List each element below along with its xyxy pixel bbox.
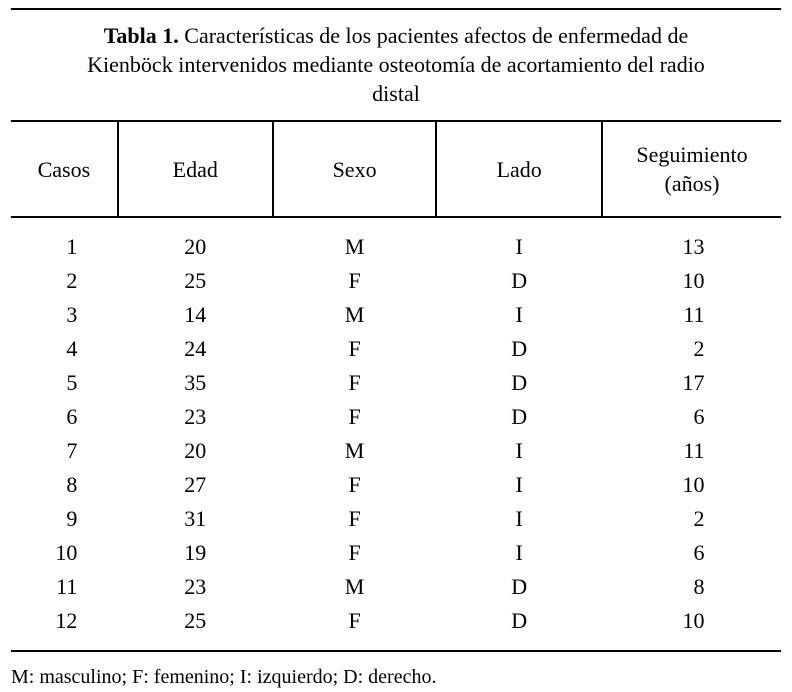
table-row [11, 536, 781, 570]
header-row [11, 121, 781, 217]
table-footnote: M: masculino; F: femenino; I: izquierdo; D: derecho. [11, 666, 437, 688]
cell-edad: 31 [184, 506, 207, 531]
table-header [11, 121, 781, 217]
cell-seguimiento [602, 468, 781, 502]
cell-value: 12 [55, 608, 78, 633]
table-row [11, 217, 781, 264]
table-row [11, 400, 781, 434]
table-number-label: Tabla 1. [103, 23, 179, 48]
cell-value: 2 [66, 268, 78, 293]
column-header-sexo: Sexo [273, 121, 437, 217]
cell-casos [11, 298, 118, 332]
cell-casos [11, 434, 118, 468]
cell-lado: I [515, 438, 523, 463]
patients-table [11, 120, 781, 652]
cell-sexo: F [348, 472, 361, 497]
cell-edad: 27 [184, 472, 207, 497]
cell-lado: I [515, 472, 523, 497]
table-row [11, 604, 781, 651]
cell-value: 6 [693, 404, 705, 429]
cell-lado: D [511, 370, 528, 395]
cell-seguimiento [602, 434, 781, 468]
cell-sexo: F [348, 370, 361, 395]
cell-sexo: F [348, 404, 361, 429]
cell-sexo: F [348, 336, 361, 361]
cell-value: 11 [683, 438, 705, 463]
cell-seguimiento [602, 536, 781, 570]
table-row [11, 332, 781, 366]
table-row [11, 570, 781, 604]
cell-edad: 24 [184, 336, 207, 361]
column-header-seguimiento [602, 121, 781, 217]
cell-value: 7 [66, 438, 78, 463]
cell-casos [11, 400, 118, 434]
cell-value: 9 [66, 506, 78, 531]
cell-sexo: M [344, 574, 365, 599]
table-body [11, 217, 781, 651]
table-title-text [72, 21, 720, 108]
table-row [11, 468, 781, 502]
cell-casos [11, 217, 118, 264]
table-row [11, 434, 781, 468]
cell-seguimiento [602, 264, 781, 298]
cell-edad: 14 [184, 302, 207, 327]
table-row [11, 298, 781, 332]
cell-sexo: F [348, 268, 361, 293]
cell-casos [11, 468, 118, 502]
table-row [11, 264, 781, 298]
cell-value: 2 [693, 506, 705, 531]
cell-value: 10 [682, 472, 705, 497]
cell-edad: 19 [184, 540, 207, 565]
cell-lado: D [436, 604, 602, 651]
cell-casos [11, 604, 118, 651]
column-header-edad: Edad [118, 121, 273, 217]
cell-sexo: F [348, 540, 361, 565]
cell-sexo: F [348, 506, 361, 531]
cell-value: 6 [693, 540, 705, 565]
cell-value: 11 [56, 574, 78, 599]
table-title [11, 8, 781, 120]
table-caption: Características de los pacientes afectos de enfermedad de Kienböck intervenidos mediante osteotomía de acortamiento del radio distal [87, 23, 705, 106]
cell-value: 6 [66, 404, 78, 429]
cell-value: 11 [683, 302, 705, 327]
column-header-lado: Lado [436, 121, 602, 217]
cell-lado: I [515, 302, 523, 327]
cell-value: 2 [693, 336, 705, 361]
cell-value: 3 [66, 302, 78, 327]
cell-sexo: M [344, 234, 365, 259]
table-row [11, 366, 781, 400]
cell-casos [11, 570, 118, 604]
cell-edad: 25 [184, 268, 207, 293]
table-row [11, 502, 781, 536]
cell-casos [11, 264, 118, 298]
column-header-seguimiento-line1: Seguimiento [636, 142, 748, 167]
cell-casos [11, 536, 118, 570]
cell-sexo: F [273, 604, 437, 651]
cell-value: 8 [66, 472, 78, 497]
cell-sexo: M [344, 302, 365, 327]
cell-lado: I [515, 506, 523, 531]
cell-lado: I [515, 234, 523, 259]
cell-value: 4 [66, 336, 78, 361]
cell-seguimiento [602, 298, 781, 332]
cell-edad: 23 [184, 404, 207, 429]
cell-casos [11, 332, 118, 366]
cell-seguimiento [602, 570, 781, 604]
cell-seguimiento [602, 502, 781, 536]
cell-value: 1 [66, 234, 78, 259]
cell-edad: 20 [184, 438, 207, 463]
cell-value: 5 [66, 370, 78, 395]
cell-value: 10 [682, 268, 705, 293]
cell-seguimiento [602, 366, 781, 400]
cell-seguimiento [602, 400, 781, 434]
cell-value: 8 [693, 574, 705, 599]
column-header-casos: Casos [11, 121, 118, 217]
cell-value: 13 [682, 234, 705, 259]
cell-seguimiento [602, 217, 781, 264]
cell-lado: D [511, 574, 528, 599]
cell-edad: 20 [184, 234, 207, 259]
cell-edad: 23 [184, 574, 207, 599]
cell-lado: I [515, 540, 523, 565]
cell-lado: D [511, 336, 528, 361]
cell-lado: D [511, 268, 528, 293]
cell-casos [11, 502, 118, 536]
cell-casos [11, 366, 118, 400]
cell-seguimiento [602, 604, 781, 651]
cell-value: 10 [682, 608, 705, 633]
cell-sexo: M [344, 438, 365, 463]
column-header-seguimiento-line2: (años) [664, 171, 720, 196]
cell-edad: 25 [118, 604, 273, 651]
cell-seguimiento [602, 332, 781, 366]
cell-edad: 35 [184, 370, 207, 395]
cell-value: 10 [55, 540, 78, 565]
cell-lado: D [511, 404, 528, 429]
cell-value: 17 [682, 370, 705, 395]
